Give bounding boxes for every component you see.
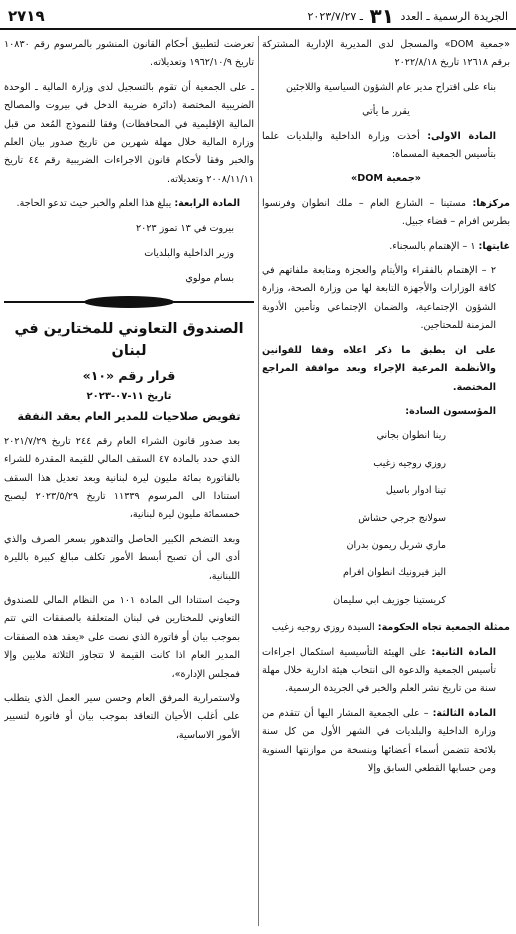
decides-heading: يقرر ما يأتي: [362, 106, 410, 118]
left-column: [4, 36, 254, 932]
goal-1: ١ – الإهتمام بالسجناء.: [389, 240, 479, 252]
signature-name: بسام مولوي: [185, 273, 234, 285]
headquarters-text: مستينا – الشارع العام – ملك انطوان وفرنسوا بطرس افرام – قضاء جبيل.: [262, 197, 510, 228]
association-registration: «جمعية DOM» والمسجل لدى المديرية الإدارية المشتركة برقم ١٢٦١٨ تاريخ ٢٠٢٢/٨/١٨: [262, 39, 510, 69]
representative-name: السيدة روزي روجيه زغيب: [271, 622, 378, 634]
founders-list: [262, 427, 510, 610]
founder-item: ماري شربل ريمون بدران: [346, 539, 446, 551]
page-header: [0, 0, 516, 30]
decision-recital-4: ولاستمرارية المرفق العام وحسن سير العمل الذي يتطلب على أغلب الأحيان التعاقد بموجب بيان أو فاتورة لتسيير الأمور الاساسية،: [4, 692, 240, 741]
compliance-paragraph: على ان يطبق ما ذكر اعلاه وفقا للقوانين والأنظمة المرعية الإجراء وبعد موافقة المراجع المختصة.: [262, 344, 496, 393]
government-representative: [262, 619, 510, 637]
column-divider: [258, 36, 259, 926]
decision-date: تاريخ ١١-٠٧-٢٠٢٣: [86, 390, 172, 402]
representative-label: ممثلة الجمعية تجاه الحكومة:: [377, 622, 510, 634]
goals-label: غايتها:: [478, 240, 510, 252]
goals: [262, 238, 510, 256]
article-3-label: المادة الثالثة:: [432, 707, 496, 719]
journal-name: الجريدة الرسمية ـ العدد: [400, 10, 508, 23]
article-4-label: المادة الرابعة:: [174, 198, 240, 210]
goal-2: ٢ – الإهتمام بالفقراء والأيتام والعجزة ومتابعة ملفاتهم في كافة الوزارات والأجهزة التابعة لها من وزارة الصحة، وزارة الشؤون الإجتماعية، والضمان الإجتماعي وتأمين الأدوية المزمنة للمحتاجين.: [262, 265, 496, 332]
page-number: ٢٧١٩: [8, 7, 45, 25]
article-2-text: على الهيئة التأسيسية استكمال اجراءات تأسيس الجمعية والدعوة الى انتخاب هيئة ادارية خلال مهلة سنة من تاريخ نشر العلم والخبر في الجريدة الرسمية.: [262, 646, 496, 695]
founder-item: روزي روجيه زغيب: [373, 457, 446, 469]
headquarters: [262, 195, 510, 232]
decision-recital-2: وبعد التضخم الكبير الحاصل والتدهور بسعر الصرف والذي أدى الى أن تصبح أبسط الأمور تكلف مبالغ كبيرة بالليرة اللبنانية،: [4, 533, 240, 582]
issue-date: ـ ٢٠٢٣/٧/٢٧: [307, 10, 364, 23]
signature-block: [4, 220, 254, 289]
founder-item: رينا انطوان بجاني: [376, 430, 446, 442]
article-3-text: – على الجمعية المشار اليها أن تتقدم من وزارة الداخلية والبلديات في الشهر الأول من كل سنة بلائحة تتضمن أسماء أعضائها وبنسخة من موازنتها السنوية ومن حسابها القطعي السابق وإلا: [262, 707, 496, 774]
issue-number: ٣١: [369, 4, 394, 28]
header-journal-info: [308, 4, 508, 28]
founder-item: كريستينا جوزيف ابي سليمان: [333, 594, 446, 606]
tax-registration-paragraph: ـ على الجمعية أن تقوم بالتسجيل لدى وزارة المالية ـ الوحدة الضريبية المختصة (دائرة ضريبة الدخل في بيروت والمصالح المالية الإقليمية في المحافظات) وفقا للنموذج المُعد من قبل وزارة المالية خلال مهلة شهرين من تاريخ صدور بيان العلم والخبر وفقا لأحكام قانون الاجراءات الضريبية رقم ٤٤ تاريخ ٢٠٠٨/١١/١١ وتعديلاته.: [4, 81, 254, 185]
headquarters-label: مركزها:: [472, 197, 510, 209]
section-divider: [4, 296, 254, 308]
article-1-label: المادة الاولى:: [427, 130, 496, 142]
proposal-paragraph: بناء على اقتراح مدير عام الشؤون السياسية واللاجئين: [285, 81, 496, 93]
institution-title: الصندوق التعاوني للمختارين في لبنان: [14, 320, 244, 359]
founders-label: المؤسسون السادة:: [405, 405, 496, 417]
decision-recital-3: وحيث استنادا الى المادة ١٠١ من النظام المالي للصندوق التعاوني للمختارين في لبنان المتعلقة بالصفقات التي تتم بموجب بيان أو فاتورة الذي نصت على «يعقد هذه الصفقات المدير العام اذا كانت القيمة لا تتجاوز الثلاثة ملايين وإلا فمجلس الإدارة»،: [4, 594, 241, 680]
right-column: [262, 36, 510, 932]
article-3: [262, 705, 510, 779]
association-name: «جمعية DOM»: [351, 173, 421, 185]
law-reference: تعرضت لتطبيق أحكام القانون المنشور بالمرسوم رقم ١٠٨٣٠ تاريخ ١٩٦٢/١٠/٩ وتعديلاته.: [4, 39, 254, 69]
article-4: [4, 195, 254, 213]
decision-recital-1: بعد صدور قانون الشراء العام رقم ٢٤٤ تاريخ ٢٠٢١/٧/٢٩ الذي حدد بالمادة ٤٧ السقف المالي للقيمة المقدرة للشراء بالفاتورة بمائة مليون ليرة لبنانية وبعد تعديل هذا السقف استنادا الى المرسوم ١١٣٣٩ تاريخ ٢٠٢٣/٥/٢٩ ليصبح خمسمائة مليون ليرة لبنانية،: [4, 435, 240, 521]
article-2: [262, 644, 510, 699]
decision-number: قرار رقم «١٠»: [82, 367, 176, 383]
article-4-text: يبلغ هذا العلم والخبر حيث تدعو الحاجة.: [16, 198, 175, 210]
founder-item: تينا ادوار باسيل: [385, 485, 446, 497]
decision-subject: تفويض صلاحيات للمدير العام بعقد النفقة: [17, 410, 241, 424]
signature-place-date: بيروت في ١٣ تموز ٢٠٢٣: [135, 222, 234, 234]
article-2-label: المادة الثانية:: [431, 646, 496, 658]
founder-item: اليز فيرونيك انطوان افرام: [342, 567, 446, 579]
signature-title: وزير الداخلية والبلديات: [144, 248, 234, 260]
article-1-text: أخذت وزارة الداخلية والبلديات علما بتأسيس الجمعية المسماة:: [262, 130, 496, 161]
article-1: [262, 128, 510, 165]
founder-item: سولانج جرجي حشاش: [358, 512, 446, 524]
